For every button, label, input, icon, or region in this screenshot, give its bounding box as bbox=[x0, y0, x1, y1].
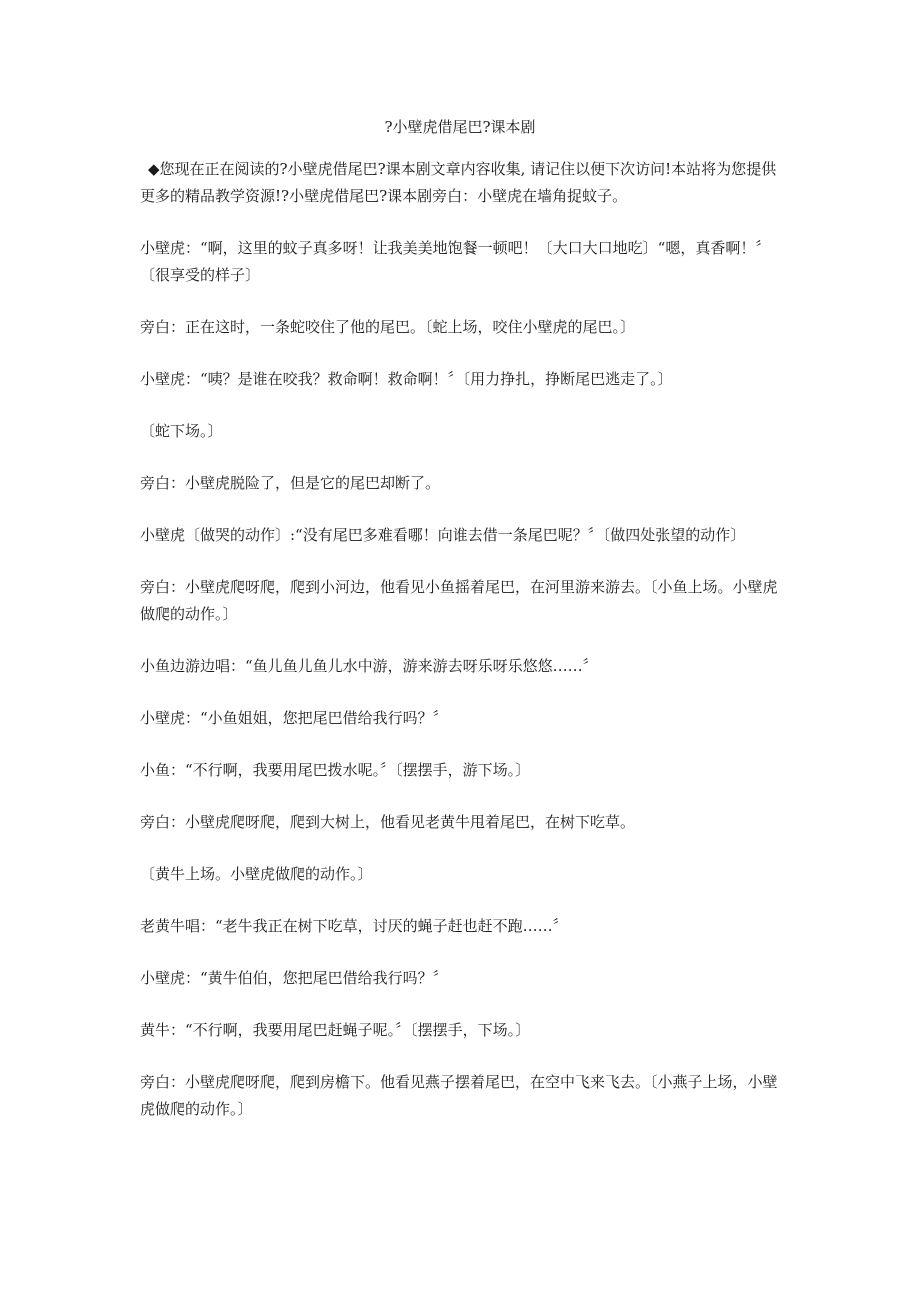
paragraph: 小壁虎〔做哭的动作〕:“没有尾巴多难看哪！向谁去借一条尾巴呢？〞〔做四处张望的动作〕 bbox=[140, 526, 746, 544]
paragraph: 小壁虎：“啊，这里的蚊子真多呀！让我美美地饱餐一顿吧！〔大口大口地吃〕“嗯，真香啊！〞〔很享受的样子〕 bbox=[140, 239, 771, 284]
paragraph: 〔黄牛上场。小壁虎做爬的动作。〕 bbox=[140, 865, 373, 883]
paragraph: 旁白：小壁虎脱险了，但是它的尾巴却断了。 bbox=[140, 474, 441, 492]
paragraph: 小壁虎：“黄牛伯伯，您把尾巴借给我行吗？〞 bbox=[140, 969, 448, 987]
paragraph: 小壁虎：“小鱼姐姐，您把尾巴借给我行吗？〞 bbox=[140, 709, 448, 727]
document-title: ?小壁虎借尾巴?课本剧 bbox=[384, 118, 536, 136]
document-body bbox=[140, 156, 785, 1148]
paragraph: 旁白：小壁虎爬呀爬，爬到大树上，他看见老黄牛甩着尾巴，在树下吃草。 bbox=[140, 813, 636, 831]
paragraph: 老黄牛唱：“老牛我正在树下吃草，讨厌的蝇子赶也赶不跑……〞 bbox=[140, 917, 568, 935]
paragraph: 小壁虎：“咦？是谁在咬我？救命啊！救命啊！〞〔用力挣扎，挣断尾巴逃走了。〕 bbox=[140, 370, 673, 388]
paragraph: 旁白：小壁虎爬呀爬，爬到小河边，他看见小鱼摇着尾巴，在河里游来游去。〔小鱼上场。小壁虎做爬的动作。〕 bbox=[140, 578, 778, 623]
paragraph: 小鱼边游边唱：“鱼儿鱼儿鱼儿水中游，游来游去呀乐呀乐悠悠……〞 bbox=[140, 657, 598, 675]
paragraph: 旁白：正在这时，一条蛇咬住了他的尾巴。〔蛇上场，咬住小壁虎的尾巴。〕 bbox=[140, 318, 636, 336]
paragraph: 旁白：小壁虎爬呀爬，爬到房檐下。他看见燕子摆着尾巴，在空中飞来飞去。〔小燕子上场，小壁虎做爬的动作。〕 bbox=[140, 1073, 778, 1118]
paragraph: 黄牛：“不行啊，我要用尾巴赶蝇子呢。〞〔摆摆手，下场。〕 bbox=[140, 1021, 531, 1039]
paragraph: 小鱼：“不行啊，我要用尾巴拨水呢。〞〔摆摆手，游下场。〕 bbox=[140, 761, 531, 779]
paragraph: 〔蛇下场。〕 bbox=[140, 422, 223, 440]
paragraph-intro: ◆您现在正在阅读的?小壁虎借尾巴?课本剧文章内容收集, 请记住以便下次访问!本站将为您提供更多的精品教学资源!?小壁虎借尾巴?课本剧旁白：小壁虎在墙角捉蚊子。 bbox=[140, 160, 777, 205]
